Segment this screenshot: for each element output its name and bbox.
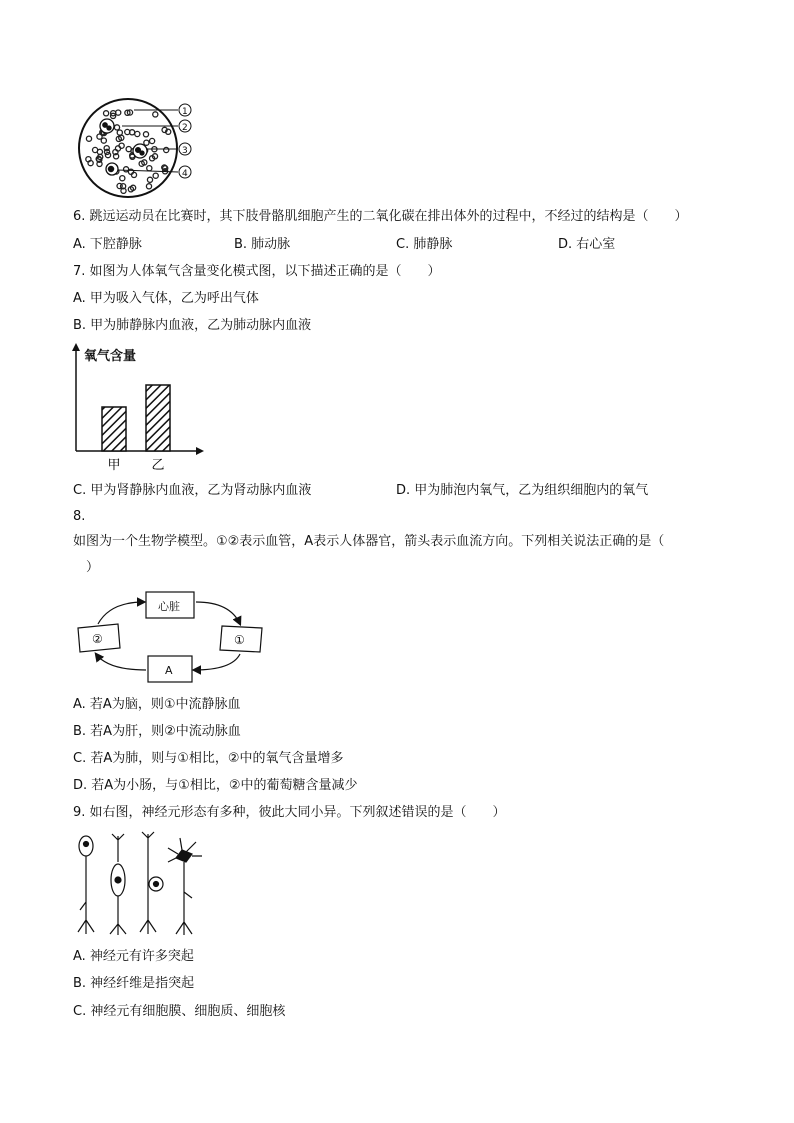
- q8-option-b: B. 若A为肝，则②中流动脉血: [73, 724, 241, 739]
- blood-smear-figure: [74, 96, 214, 200]
- q8-option-d: D. 若A为小肠，与①相比，②中的葡萄糖含量减少: [73, 778, 358, 793]
- q6-option-d: D. 右心室: [558, 237, 616, 252]
- neuron-shapes-figure: [72, 832, 208, 936]
- q7-stem: 7. 如图为人体氧气含量变化模式图，以下描述正确的是（ ）: [73, 264, 441, 279]
- arrow-A-to-2: [96, 654, 146, 670]
- bar-1: [146, 385, 170, 451]
- heart-label: 心脏: [158, 600, 180, 613]
- q6-stem: 6. 跳远运动员在比赛时，其下肢骨骼肌细胞产生的二氧化碳在排出体外的过程中，不经过的结构是（ ）: [73, 209, 688, 224]
- q7-option-d: D. 甲为肺泡内氧气，乙为组织细胞内的氧气: [396, 483, 649, 498]
- circulation-model-diagram: [72, 588, 268, 686]
- label-2: 2: [182, 123, 188, 133]
- q7-option-b: B. 甲为肺静脉内血液，乙为肺动脉内血液: [73, 318, 312, 333]
- q7-option-a: A. 甲为吸入气体，乙为呼出气体: [73, 291, 259, 306]
- organ-a-label: A: [165, 664, 173, 677]
- arrow-2-to-heart: [98, 602, 144, 624]
- q8-stem-line1: 如图为一个生物学模型。①②表示血管，A表示人体器官，箭头表示血流方向。下列相关说法正确的是（: [73, 534, 665, 549]
- x-tick-label: 甲: [107, 458, 121, 473]
- q9-option-a: A. 神经元有许多突起: [73, 949, 194, 964]
- q6-option-c: C. 肺静脉: [396, 237, 453, 252]
- q8-option-c: C. 若A为肺，则与①相比，②中的氧气含量增多: [73, 751, 344, 766]
- label-3: 3: [182, 146, 188, 156]
- arrow-heart-to-1: [196, 602, 240, 624]
- y-axis-arrow: [72, 343, 80, 351]
- q9-option-c: C. 神经元有细胞膜、细胞质、细胞核: [73, 1004, 286, 1019]
- x-axis-arrow: [196, 447, 204, 455]
- bar-0: [102, 407, 126, 451]
- q8-option-a: A. 若A为脑，则①中流静脉血: [73, 697, 241, 712]
- y-axis-label: 氧气含量: [84, 349, 137, 364]
- q6-option-a: A. 下腔静脉: [73, 237, 142, 252]
- vessel-2-label: ②: [92, 632, 103, 646]
- q8-number: 8.: [73, 509, 86, 524]
- vessel-1-label: ①: [234, 633, 245, 647]
- q9-option-b: B. 神经纤维是指突起: [73, 976, 195, 991]
- oxygen-content-chart: [66, 343, 206, 475]
- q6-option-b: B. 肺动脉: [234, 237, 291, 252]
- q9-stem: 9. 如右图，神经元形态有多种，彼此大同小异。下列叙述错误的是（ ）: [73, 805, 506, 820]
- q8-stem-line2: ）: [73, 560, 100, 575]
- label-1: 1: [182, 107, 188, 117]
- q7-option-c: C. 甲为肾静脉内血液，乙为肾动脉内血液: [73, 483, 312, 498]
- x-tick-label: 乙: [151, 458, 165, 473]
- label-4: 4: [182, 169, 188, 179]
- arrow-1-to-A: [194, 654, 240, 670]
